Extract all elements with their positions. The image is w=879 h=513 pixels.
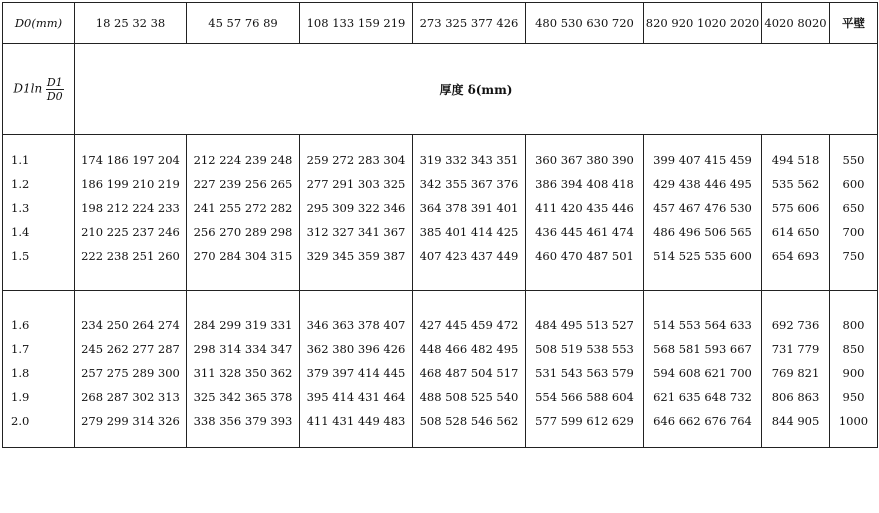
- thickness-cell: 270 284 304 315: [187, 244, 300, 268]
- column-header: 108 133 159 219: [300, 3, 413, 44]
- thickness-cell: 222 238 251 260: [75, 244, 187, 268]
- thickness-cell: 806 863: [762, 385, 830, 409]
- thickness-cell: 514 525 535 600: [644, 244, 762, 268]
- thickness-cell: 650: [830, 196, 878, 220]
- thickness-cell: 1000: [830, 409, 878, 433]
- thickness-cell: 508 528 546 562: [413, 409, 526, 433]
- thickness-cell: 407 423 437 449: [413, 244, 526, 268]
- column-header-flat-wall: 平壁: [830, 3, 878, 44]
- table-row: [3, 361, 878, 385]
- thickness-cell: 395 414 431 464: [300, 385, 413, 409]
- thickness-cell: 245 262 277 287: [75, 337, 187, 361]
- thickness-cell: 646 662 676 764: [644, 409, 762, 433]
- thickness-cell: 800: [830, 313, 878, 337]
- thickness-cell: 600: [830, 172, 878, 196]
- thickness-cell: 362 380 396 426: [300, 337, 413, 361]
- thickness-cell: 577 599 612 629: [526, 409, 644, 433]
- ratio-cell: 1.9: [3, 385, 75, 409]
- thickness-cell: 319 332 343 351: [413, 148, 526, 172]
- thickness-cell: 399 407 415 459: [644, 148, 762, 172]
- ratio-fraction: [46, 76, 64, 103]
- column-header: 18 25 32 38: [75, 3, 187, 44]
- thickness-cell: 198 212 224 233: [75, 196, 187, 220]
- thickness-cell: 554 566 588 604: [526, 385, 644, 409]
- thickness-cell: 850: [830, 337, 878, 361]
- thickness-cell: 436 445 461 474: [526, 220, 644, 244]
- thickness-cell: 950: [830, 385, 878, 409]
- thickness-cell: 329 345 359 387: [300, 244, 413, 268]
- thickness-cell: 460 470 487 501: [526, 244, 644, 268]
- thickness-cell: 364 378 391 401: [413, 196, 526, 220]
- ratio-denominator: D0: [46, 89, 63, 103]
- thickness-cell: 486 496 506 565: [644, 220, 762, 244]
- subheader-row: [3, 44, 878, 135]
- ratio-cell: 1.6: [3, 313, 75, 337]
- thickness-cell: 210 225 237 246: [75, 220, 187, 244]
- d0-header-label: D0(mm): [3, 3, 75, 44]
- thickness-cell: 298 314 334 347: [187, 337, 300, 361]
- table-row: [3, 313, 878, 337]
- thickness-cell: 508 519 538 553: [526, 337, 644, 361]
- ratio-cell: 1.2: [3, 172, 75, 196]
- thickness-cell: 295 309 322 346: [300, 196, 413, 220]
- thickness-cell: 700: [830, 220, 878, 244]
- thickness-cell: 535 562: [762, 172, 830, 196]
- thickness-cell: 379 397 414 445: [300, 361, 413, 385]
- thickness-table: [2, 2, 878, 448]
- thickness-cell: 259 272 283 304: [300, 148, 413, 172]
- thickness-cell: 312 327 341 367: [300, 220, 413, 244]
- thickness-cell: 268 287 302 313: [75, 385, 187, 409]
- thickness-cell: 568 581 593 667: [644, 337, 762, 361]
- thickness-cell: 257 275 289 300: [75, 361, 187, 385]
- thickness-cell: 342 355 367 376: [413, 172, 526, 196]
- thickness-cell: 468 487 504 517: [413, 361, 526, 385]
- thickness-cell: 360 367 380 390: [526, 148, 644, 172]
- table-row: [3, 196, 878, 220]
- header-row: [3, 3, 878, 44]
- thickness-cell: 427 445 459 472: [413, 313, 526, 337]
- row-group-2: [3, 313, 878, 433]
- thickness-cell: 769 821: [762, 361, 830, 385]
- thickness-cell: 750: [830, 244, 878, 268]
- thickness-cell: 692 736: [762, 313, 830, 337]
- table-row: [3, 409, 878, 433]
- ratio-cell: 1.7: [3, 337, 75, 361]
- ratio-cell: 1.4: [3, 220, 75, 244]
- thickness-cell: 227 239 256 265: [187, 172, 300, 196]
- thickness-cell: 731 779: [762, 337, 830, 361]
- thickness-cell: 174 186 197 204: [75, 148, 187, 172]
- column-header: 45 57 76 89: [187, 3, 300, 44]
- thickness-cell: 550: [830, 148, 878, 172]
- row-group-1: [3, 148, 878, 268]
- ratio-cell: 1.8: [3, 361, 75, 385]
- thickness-cell: 241 255 272 282: [187, 196, 300, 220]
- thickness-cell: 654 693: [762, 244, 830, 268]
- column-header: 273 325 377 426: [413, 3, 526, 44]
- thickness-cell: 614 650: [762, 220, 830, 244]
- thickness-cell: 575 606: [762, 196, 830, 220]
- thickness-cell: 594 608 621 700: [644, 361, 762, 385]
- thickness-cell: 457 467 476 530: [644, 196, 762, 220]
- column-header: 480 530 630 720: [526, 3, 644, 44]
- thickness-cell: 411 431 449 483: [300, 409, 413, 433]
- column-header: 820 920 1020 2020: [644, 3, 762, 44]
- thickness-cell: 484 495 513 527: [526, 313, 644, 337]
- thickness-cell: 494 518: [762, 148, 830, 172]
- thickness-header: 厚度 δ(mm): [75, 44, 878, 135]
- thickness-cell: 488 508 525 540: [413, 385, 526, 409]
- ratio-prefix: D1ln: [13, 81, 43, 95]
- ratio-cell: 1.1: [3, 148, 75, 172]
- table-row: [3, 244, 878, 268]
- thickness-cell: 385 401 414 425: [413, 220, 526, 244]
- thickness-cell: 411 420 435 446: [526, 196, 644, 220]
- thickness-cell: 429 438 446 495: [644, 172, 762, 196]
- thickness-cell: 386 394 408 418: [526, 172, 644, 196]
- thickness-cell: 514 553 564 633: [644, 313, 762, 337]
- thickness-cell: 448 466 482 495: [413, 337, 526, 361]
- column-header: 4020 8020: [762, 3, 830, 44]
- ratio-header-label: [3, 44, 75, 135]
- table-row: [3, 148, 878, 172]
- thickness-cell: 900: [830, 361, 878, 385]
- thickness-cell: 325 342 365 378: [187, 385, 300, 409]
- table-row: [3, 220, 878, 244]
- thickness-cell: 621 635 648 732: [644, 385, 762, 409]
- thickness-cell: 311 328 350 362: [187, 361, 300, 385]
- thickness-cell: 212 224 239 248: [187, 148, 300, 172]
- thickness-cell: 346 363 378 407: [300, 313, 413, 337]
- thickness-cell: 531 543 563 579: [526, 361, 644, 385]
- thickness-cell: 234 250 264 274: [75, 313, 187, 337]
- table-row: [3, 337, 878, 361]
- table-row: [3, 172, 878, 196]
- thickness-cell: 277 291 303 325: [300, 172, 413, 196]
- thickness-cell: 186 199 210 219: [75, 172, 187, 196]
- ratio-cell: 1.5: [3, 244, 75, 268]
- thickness-cell: 279 299 314 326: [75, 409, 187, 433]
- thickness-cell: 844 905: [762, 409, 830, 433]
- ratio-numerator: D1: [46, 75, 63, 89]
- thickness-cell: 338 356 379 393: [187, 409, 300, 433]
- thickness-cell: 256 270 289 298: [187, 220, 300, 244]
- table-row: [3, 385, 878, 409]
- ratio-cell: 2.0: [3, 409, 75, 433]
- thickness-cell: 284 299 319 331: [187, 313, 300, 337]
- ratio-cell: 1.3: [3, 196, 75, 220]
